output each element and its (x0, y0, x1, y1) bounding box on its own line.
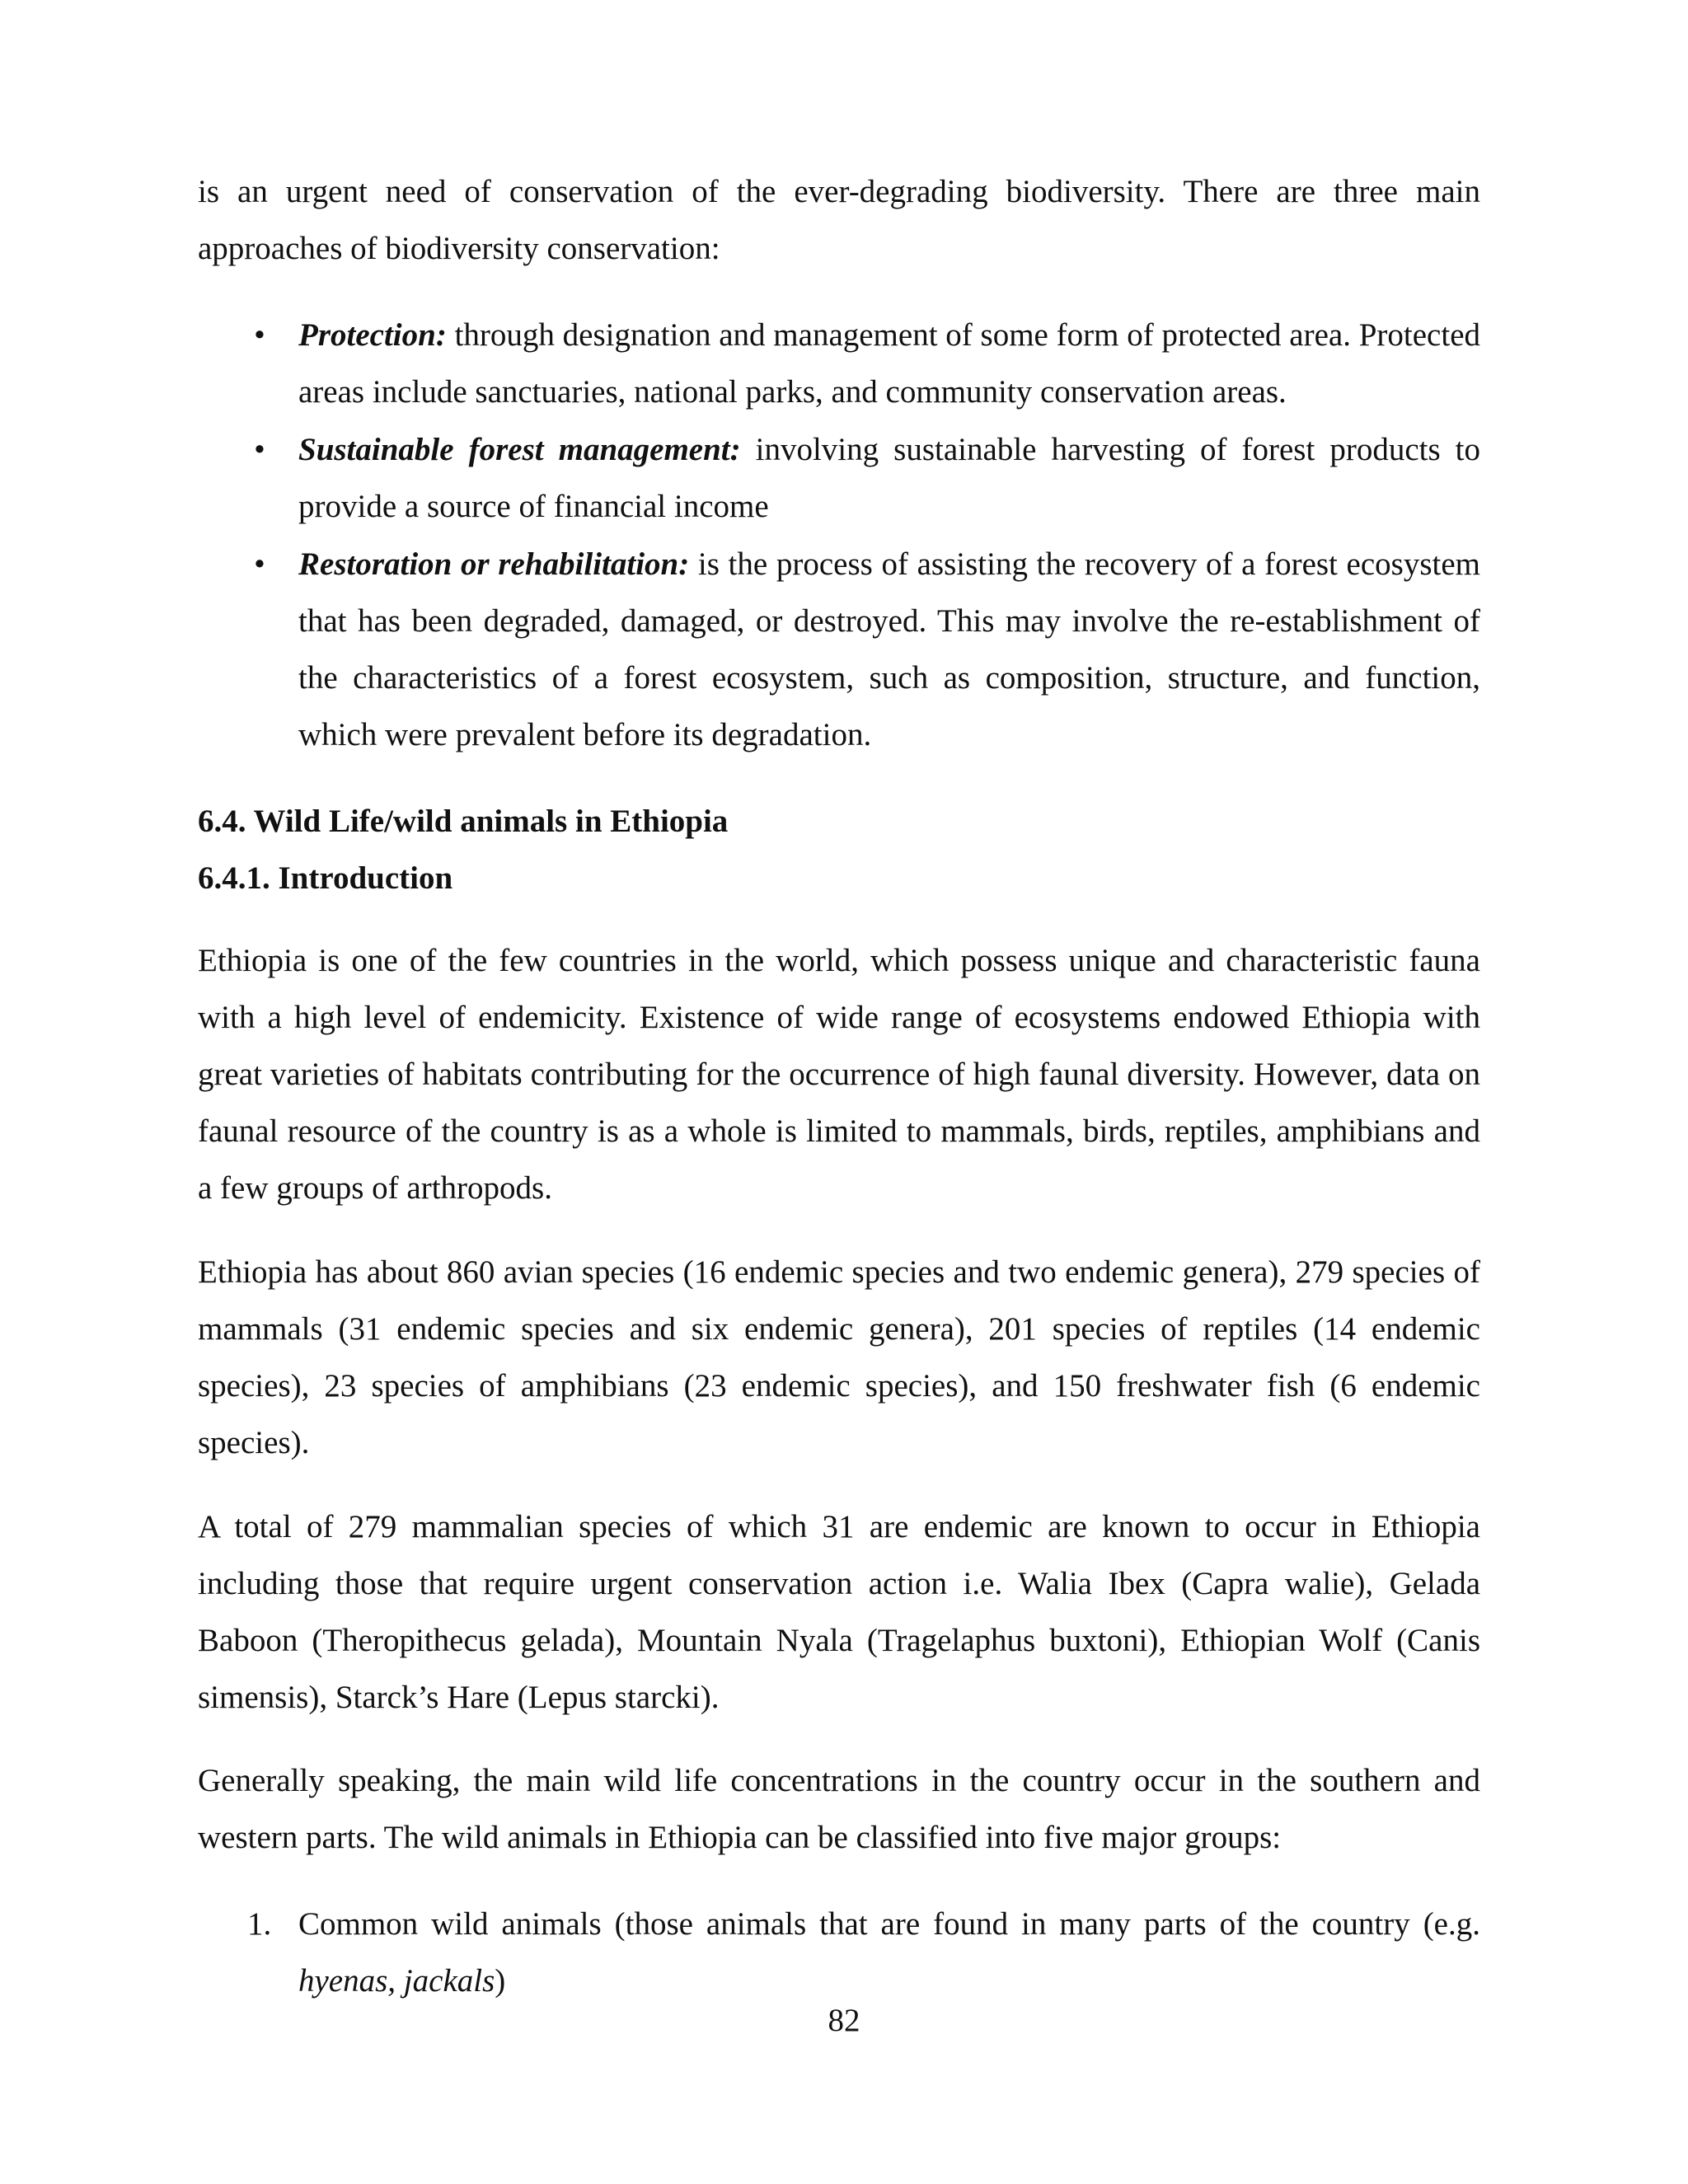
list-item (254, 307, 1481, 420)
bullet-icon: • (254, 432, 265, 467)
subsection-heading: 6.4.1. Introduction (198, 860, 453, 896)
bullet-icon: • (254, 317, 265, 353)
body-paragraph: Ethiopia is one of the few countries in the world, which possess unique and characteristic fauna with a high level of endemicity. Existence of wide range of ecosystems endowed Ethiopia with great varieties of habitats contributing for the occurrence of high faunal diversity. However, data on faunal resource of the country is as a whole is limited to mammals, birds, reptiles, amphibians and a few groups of arthropods. (198, 943, 1480, 1206)
body-paragraph: A total of 279 mammalian species of which 31 are endemic are known to occur in Ethiopia including those that require urgent conservation action i.e. Walia Ibex (Capra walie), Gelada Baboon (Theropithecus gelada), Mountain Nyala (Tragelaphus buxtoni), Ethiopian Wolf (Canis simensis), Starck’s Hare (Lepus starcki). (198, 1509, 1480, 1715)
approach-term: Restoration or rehabilitation: (298, 546, 690, 582)
group-text: Common wild animals (those animals that are found in many parts of the country (e.g. (298, 1906, 1480, 1942)
intro-paragraph: is an urgent need of conservation of the ever-degrading biodiversity. There are three main approaches of biodiversity conservation: (198, 174, 1480, 266)
body-paragraph: Ethiopia has about 860 avian species (16 endemic species and two endemic genera), 279 species of mammals (31 endemic species and six endemic genera), 201 species of reptiles (14 endemic species), 23 species of amphibians (23 endemic species), and 150 freshwater fish (6 endemic species). (198, 1254, 1480, 1460)
approach-term: Sustainable forest management: (298, 432, 741, 467)
page-number: 82 (828, 2003, 860, 2038)
list-item (254, 421, 1481, 535)
list-item (247, 1896, 1480, 2009)
approach-text: through designation and management of some form of protected area. Protected areas include sanctuaries, national parks, and community conservation areas. (298, 317, 1481, 410)
list-number: 1. (247, 1906, 272, 1942)
list-item (254, 536, 1480, 763)
approach-text: involving sustainable harvesting of forest products to provide a source of financial income (298, 432, 1481, 524)
section-heading: 6.4. Wild Life/wild animals in Ethiopia (198, 804, 729, 839)
body-paragraph: Generally speaking, the main wild life concentrations in the country occur in the southern and western parts. The wild animals in Ethiopia can be classified into five major groups: (198, 1763, 1480, 1855)
approach-term: Protection: (298, 317, 447, 353)
group-examples: hyenas, jackals (298, 1963, 495, 1999)
group-closing: ) (495, 1963, 506, 1999)
bullet-icon: • (254, 546, 265, 582)
approach-text: is the process of assisting the recovery of a forest ecosystem that has been degraded, damaged, or destroyed. This may involve the re-establishment of the characteristics of a forest ecosystem, such as composition, structure, and function, which were prevalent before its degradation. (298, 546, 1480, 752)
